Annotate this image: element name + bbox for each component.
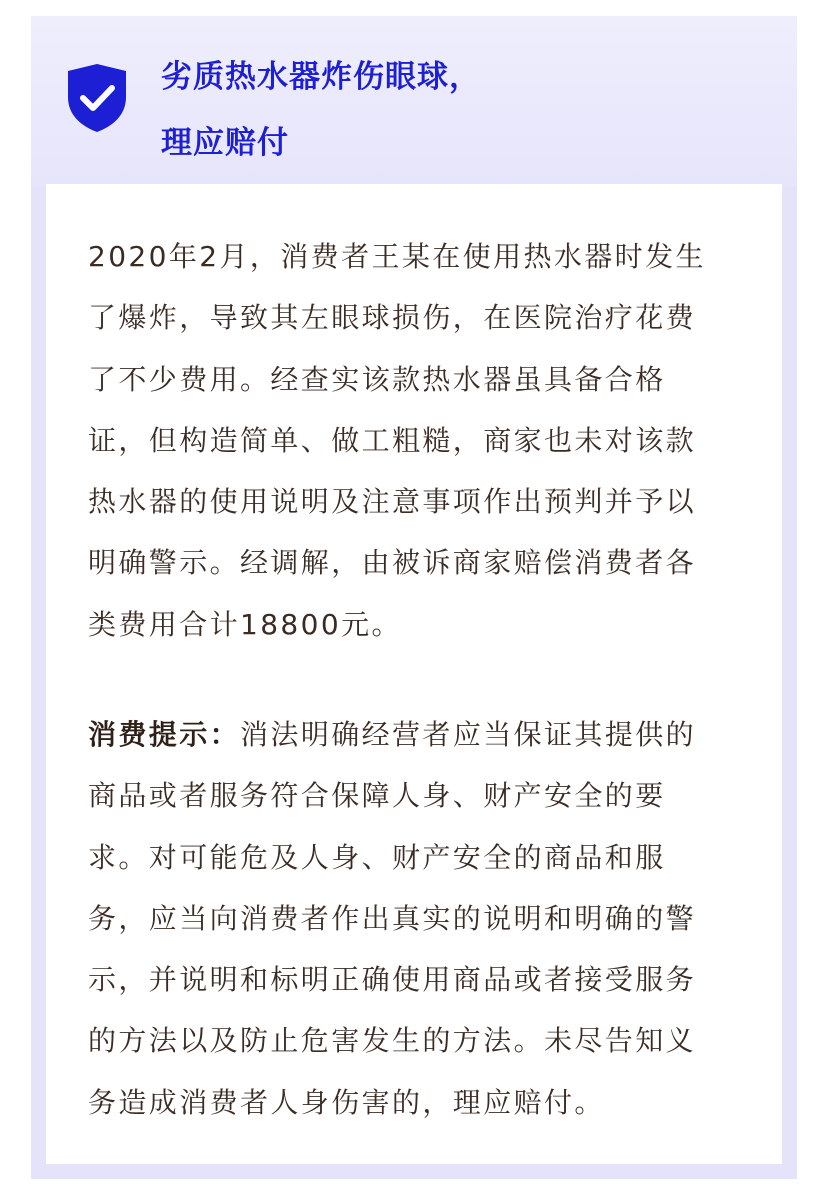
shield-check-icon <box>66 62 128 134</box>
card-header <box>31 16 797 186</box>
text-line: 了不少费用。经查实该款热水器虽具备合格 <box>88 362 666 396</box>
text-line: 的方法以及防止危害发生的方法。未尽告知义 <box>88 1024 697 1058</box>
text-line: 了爆炸，导致其左眼球损伤，在医院治疗花费 <box>88 301 697 335</box>
text-line: 示，并说明和标明正确使用商品或者接受服务 <box>88 963 697 997</box>
text-line: 务造成消费者人身伤害的，理应赔付。 <box>88 1085 605 1119</box>
text-line: 热水器的使用说明及注意事项作出预判并予以 <box>88 485 697 519</box>
title-line: 理应赔付 <box>161 125 289 161</box>
text-line: 务，应当向消费者作出真实的说明和明确的警 <box>88 901 697 935</box>
text-line: 商品或者服务符合保障人身、财产安全的要 <box>88 779 666 813</box>
consumer-tip <box>88 704 748 1133</box>
text-line: 证，但构造简单、做工粗糙，商家也未对该款 <box>88 423 697 457</box>
text-line: 明确警示。经调解，由被诉商家赔偿消费者各 <box>88 546 697 580</box>
case-description <box>88 226 748 655</box>
text-line: 类费用合计18800元。 <box>88 607 402 641</box>
text-line: 消法明确经营者应当保证其提供的 <box>240 718 697 751</box>
card-title <box>161 44 481 176</box>
text-line: 求。对可能危及人身、财产安全的商品和服 <box>88 840 666 874</box>
text-line: 2020年2月，消费者王某在使用热水器时发生 <box>88 240 706 273</box>
title-line: 劣质热水器炸伤眼球， <box>161 59 481 95</box>
tip-first-line-wrap <box>88 704 748 765</box>
tip-label: 消费提示： <box>88 718 241 751</box>
card-content <box>46 184 782 1164</box>
case-card <box>31 16 797 1179</box>
